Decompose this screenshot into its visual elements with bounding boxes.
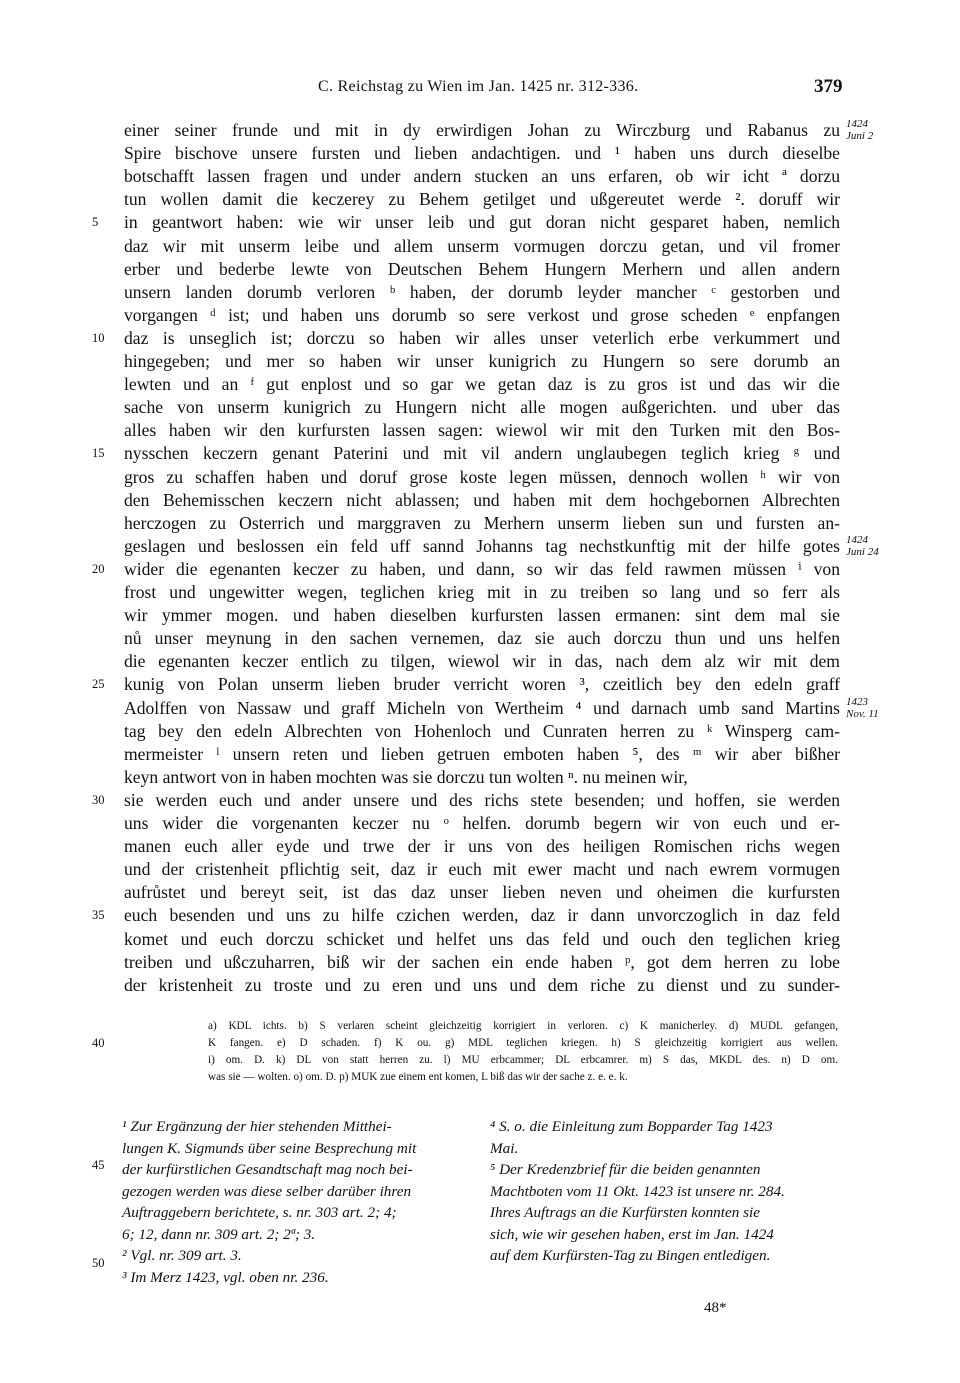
footnote-line: ³ Im Merz 1423, vgl. oben nr. 236. [122,1268,329,1286]
margin-note-date: Juni 24 [846,545,879,558]
footnote-line: sich, wie wir gesehen haben, erst im Jan. 1424 [490,1225,774,1243]
footnote-line: ¹ Zur Ergänzung der hier stehenden Mitthei- [122,1118,392,1135]
margin-note-year: 1424 [846,533,868,546]
margin-note-date: Juni 2 [846,130,874,142]
footnote-line: Machtboten vom 11 Okt. 1423 ist unsere nr. 284. [490,1182,785,1200]
text-line: Adolffen von Nassaw und graff Micheln von Wertheim ⁴ und darnach umb sand Martins [124,697,840,718]
text-line: einer seiner frunde und mit in dy erwirdigen Johan zu Wirczburg und Rabanus zu [124,120,840,140]
apparatus-line: was sie — wolten. o) om. D. p) MUK zue einem ent komen, L biß das wir der sache z. e. e. k. [208,1071,628,1083]
text-line: daz is unseglich ist; dorczu so haben wir alles unser veterlich erbe verkummert und [124,327,840,348]
line-number: 50 [92,1256,105,1270]
text-line: tun wollen damit die keczerey zu Behem getilget und ußgereutet werde ². doruff wir [124,189,840,210]
text-line: hingegeben; und mer so haben wir unser kunigrich zu Hungern so sere dorumb an [124,351,840,371]
text-line: mermeister ˡ unsern reten und lieben getruen emboten haben ⁵, des ᵐ wir aber bißher [124,743,840,764]
apparatus-line: K fangen. e) D schaden. f) K ou. g) MDL teglichen kriegen. h) S gleichzeitig korrigiert aus wellen. [208,1037,838,1049]
text-line: herczogen zu Osterrich und marggraven zu Merhern unserm lieben sun und fursten an- [124,512,840,533]
text-line: alles haben wir den kurfursten lassen sagen: wiewol wir mit den Turken mit den Bos- [124,420,840,441]
line-number: 45 [92,1158,105,1172]
text-line: lewten und an ᶠ gut enplost und so gar we getan daz is zu gros ist und das wir die [124,374,840,395]
text-line: sie werden euch und ander unsere und des richs stete besenden; und hoffen, sie werden [124,789,840,810]
margin-date-note [846,696,879,720]
text-line: erber und bederbe lewte von Deutschen Behem Hungern Merhern und allen andern [124,258,840,279]
text-line: den Behemisschen keczern nicht ablassen; und haben mit dem hochgebornen Albrechten [124,489,840,510]
text-line: keyn antwort von in haben mochten was sie dorczu tun wolten ⁿ. nu meinen wir, [124,766,688,787]
text-line: wir ymmer mogen. und haben dieselben kurfursten lassen ermanen: sint dem mal sie [124,605,840,626]
apparatus-line: i) om. D. k) DL von statt herren zu. l) MU erbcammer; DL erbcamrer. m) S das, MKDL des. n) D om. [208,1054,838,1066]
footnotes-right-column [490,1116,835,1267]
text-line: kunig von Polan unserm lieben bruder verricht woren ³, czeitlich bey den edeln graff [124,674,840,695]
line-number: 35 [92,908,105,923]
apparatus-line: a) KDL ichts. b) S verlaren scheint gleichzeitig korrigiert in verloren. c) K manicherley. d) MUDL gefangen, [208,1020,838,1032]
line-number: 25 [92,677,105,692]
text-line: daz wir mit unserm leibe und allem unserm vormugen dorczu getan, und vil fromer [124,235,840,256]
line-number: 40 [92,1036,105,1050]
text-line: sache von unserm kunigrich zu Hungern nicht alle mogen außgerichten. und uber das [124,397,840,418]
text-line: uns wider die vorgenanten keczer nu ᵒ helfen. dorumb begern wir von euch und er- [124,813,840,833]
text-line: tag bey den edeln Albrechten von Hohenloch und Cunraten herren zu ᵏ Winsperg cam- [124,720,840,741]
text-line: die egenanten keczer entlich zu tilgen, wiewol wir in das, nach dem alz wir mit dem [124,651,840,672]
footnote-line: auf dem Kurfürsten-Tag zu Bingen entledigen. [490,1247,771,1264]
text-line: treiben und ußczuharren, biß wir der sachen ein ende haben ᵖ, got dem herren zu lobe [124,951,840,972]
footnote-line: lungen K. Sigmunds über seine Besprechung mit [122,1139,417,1157]
margin-note-year: 1424 [846,118,868,130]
margin-note-date: Nov. 11 [846,707,879,720]
line-number: 5 [92,215,99,230]
text-line: komet und euch dorczu schicket und helfet uns das feld und ouch den teglichen krieg [124,928,840,949]
footnote-line: gezogen werden was diese selber darüber ihren [122,1182,412,1200]
text-line: aufrůstet und bereyt seit, ist das daz unser lieben neven und oheimen die kurfursten [124,882,840,903]
text-line: nysschen keczern genant Paterini und mit vil andern unglaubegen teglich krieg ᵍ und [124,443,840,464]
signature-mark: 48* [704,1300,727,1316]
text-line: frost und ungewitter wegen, teglichen krieg mit in zu treiben so lang und so ferr als [124,582,840,602]
text-line: wider die egenanten keczer zu haben, und dann, so wir das feld rawmen müssen ⁱ von [124,558,840,579]
footnote-line: der kurfürstlichen Gesandtschaft mag noch bei- [122,1161,413,1178]
line-number: 20 [92,561,105,576]
page-number: 379 [814,76,843,97]
footnote-line: ² Vgl. nr. 309 art. 3. [122,1247,242,1264]
text-line: in geantwort haben: wie wir unser leib und gut doran nicht gesparet haben, nemlich [124,212,840,233]
text-line: und der cristenheit pflichtig seit, daz ir euch mit ewer macht und nach ewrem vormugen [124,859,840,880]
footnote-line: Ihres Auftrags an die Kurfürsten konnten sie [490,1204,760,1221]
footnote-line: 6; 12, dann nr. 309 art. 2; 2ª; 3. [122,1225,316,1243]
text-line: der kristenheit zu troste und zu eren und uns und dem riche zu dienst und zu sunder- [124,974,840,995]
text-line: manen euch aller eyde und trwe der ir uns von des heiligen Romischen richs wegen [124,836,840,857]
footnote-line: Mai. [490,1139,519,1157]
running-head: C. Reichstag zu Wien im Jan. 1425 nr. 312-336. [318,78,639,95]
footnote-line: Auftraggebern berichtete, s. nr. 303 art. 2; 4; [122,1204,397,1221]
margin-date-note [846,118,873,142]
text-line: geslagen und beslossen ein feld uff sannd Johanns tag nechstkunftig mit der hilfe gotes [124,535,840,556]
text-line: unsern landen dorumb verloren ᵇ haben, der dorumb leyder mancher ᶜ gestorben und [124,281,840,302]
line-number: 30 [92,792,105,807]
text-line: vorgangen ᵈ ist; und haben uns dorumb so sere verkost und grose scheden ᵉ enpfangen [124,304,840,325]
text-line: Spire bischove unsere fursten und lieben andachtigen. und ¹ haben uns durch dieselbe [124,143,840,164]
critical-apparatus [208,1018,838,1086]
text-line: euch besenden und uns zu hilfe czichen werden, daz ir dann unvorczoglich in daz feld [124,905,840,926]
margin-note-year: 1423 [846,695,868,708]
text-line: nů unser meynung in den sachen vernemen, daz sie auch dorczu thun und uns helfen [124,628,840,649]
text-line: gros zu schaffen haben und doruf grose koste legen müssen, dennoch wollen ʰ wir von [124,466,840,487]
text-line: botschafft lassen fragen und under andern stucken an uns erfaren, ob wir icht ª dorzu [124,166,840,187]
line-number: 10 [92,330,105,345]
footnote-line: ⁴ S. o. die Einleitung zum Bopparder Tag 1423 [490,1118,773,1135]
margin-date-note [846,534,879,558]
footnotes-left-column [122,1116,462,1288]
line-number: 15 [92,446,105,461]
page-header [0,78,960,102]
footnote-line: ⁵ Der Kredenzbrief für die beiden genannten [490,1161,761,1178]
